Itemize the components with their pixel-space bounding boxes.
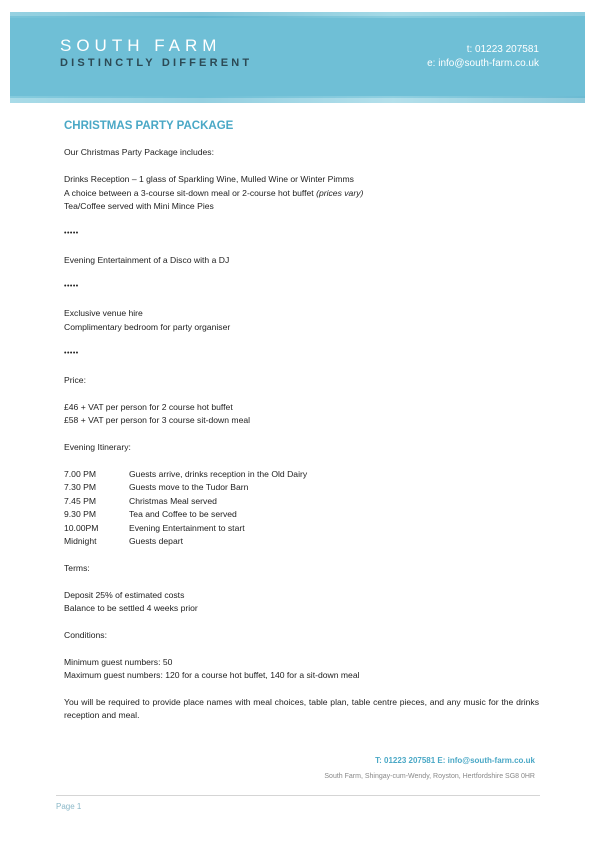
itinerary-time: Midnight [64,536,97,547]
section-separator: ••••• [64,283,79,291]
footer-contact: T: 01223 207581 E: info@south-farm.co.uk [375,756,535,765]
itinerary-event: Guests depart [129,536,183,547]
closing-paragraph: You will be required to provide place names with meal choices, table plan, table centre pieces, and any music for the drinks reception and meal. [64,696,539,721]
brand-tagline: DISTINCTLY DIFFERENT [60,57,253,69]
itinerary-row [64,522,539,535]
itinerary-time: 7.45 PM [64,495,97,506]
itinerary-time: 7.30 PM [64,482,97,493]
conditions-line: Maximum guest numbers: 120 for a course hot buffet, 140 for a sit-down meal [64,670,360,681]
itinerary-row [64,508,539,521]
banner-brush-edge-top [10,12,585,18]
footer-address: South Farm, Shingay-cum-Wendy, Royston, Hertfordshire SG8 0HR [324,773,535,780]
itinerary-time: 7.00 PM [64,469,97,479]
footer-divider [56,795,540,796]
price-line: £58 + VAT per person for 3 course sit-down meal [64,415,251,426]
intro-text: Our Christmas Party Package includes: [64,147,214,158]
header-phone: t: 01223 207581 [466,44,539,55]
itinerary-event: Christmas Meal served [129,495,217,506]
itinerary-row [64,468,539,481]
terms-line: Balance to be settled 4 weeks prior [64,603,198,614]
header-contact [427,43,539,71]
prices-vary-note: (prices vary) [316,187,364,198]
price-heading: Price: [64,375,86,386]
brand-name: SOUTH FARM [60,36,222,55]
section-separator: ••••• [64,350,79,358]
venue-item: Exclusive venue hire [64,308,143,319]
entertainment-text: Evening Entertainment of a Disco with a DJ [64,254,230,265]
itinerary-time: 10.00PM [64,522,99,533]
document-body [64,120,539,723]
itinerary-row [64,535,539,548]
itinerary-list [64,468,539,548]
terms-heading: Terms: [64,562,90,573]
page-number: Page 1 [56,802,82,811]
itinerary-row [64,481,539,494]
itinerary-event: Evening Entertainment to start [129,522,245,533]
package-item-meal [64,187,539,200]
conditions-heading: Conditions: [64,629,107,640]
itinerary-event: Guests move to the Tudor Barn [129,482,249,493]
package-item: Drinks Reception – 1 glass of Sparkling Wine, Mulled Wine or Winter Pimms [64,174,354,185]
header-email[interactable]: e: info@south-farm.co.uk [427,58,539,69]
section-separator: ••••• [64,229,79,237]
conditions-line: Minimum guest numbers: 50 [64,656,173,667]
itinerary-event: Tea and Coffee to be served [129,509,237,520]
banner-brush-edge-bottom [10,96,585,103]
venue-item: Complimentary bedroom for party organiser [64,321,231,332]
price-line: £46 + VAT per person for 2 course hot buffet [64,402,233,412]
itinerary-heading: Evening Itinerary: [64,442,131,453]
itinerary-time: 9.30 PM [64,509,97,520]
itinerary-row [64,495,539,508]
package-item: Tea/Coffee served with Mini Mince Pies [64,201,214,212]
header-banner [10,16,585,98]
package-item-text: A choice between a 3-course sit-down meal or 2-course hot buffet [64,187,314,198]
terms-line: Deposit 25% of estimated costs [64,589,185,600]
page-title: CHRISTMAS PARTY PACKAGE [64,120,234,132]
brand-logo [60,36,252,69]
itinerary-event: Guests arrive, drinks reception in the Old Dairy [129,469,308,479]
